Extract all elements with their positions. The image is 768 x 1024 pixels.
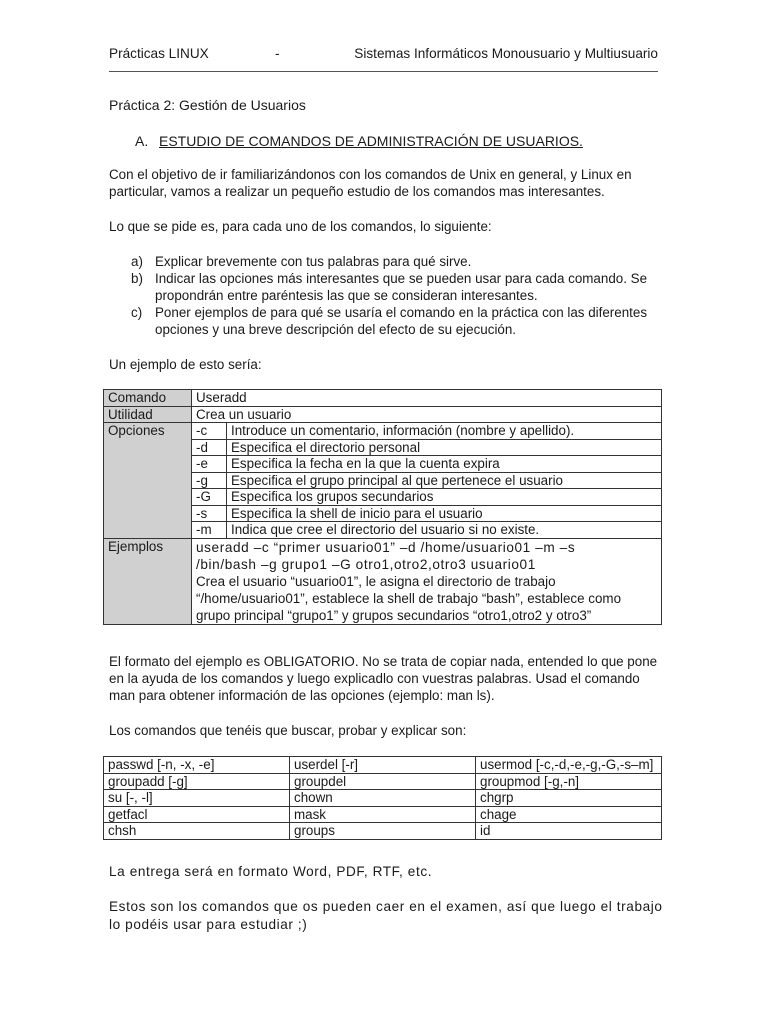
table-cell: mask (290, 806, 476, 823)
option-description: Indica que cree el directorio del usuario si no existe. (227, 522, 662, 539)
table-cell: su [-, -l] (104, 790, 290, 807)
option-description: Introduce un comentario, información (nombre y apellido). (227, 423, 662, 440)
exam-paragraph: Estos son los comandos que os pueden caer en el examen, así que luego el trabajo lo podéis usar para estudiar ;) (109, 899, 663, 932)
table-row (104, 790, 662, 807)
delivery-paragraph: La entrega será en formato Word, PDF, RTF, etc. (109, 864, 433, 879)
list-item-text: Indicar las opciones más interesantes que se pueden usar para cada comando. Se propondrán entre paréntesis las que se consideran interesantes. (155, 271, 648, 303)
table-row (104, 773, 662, 790)
table-cell: passwd [-n, -x, -e] (104, 757, 290, 774)
table-cell: groups (290, 823, 476, 840)
table-row (104, 823, 662, 840)
list-item (131, 304, 671, 338)
examples-label: Ejemplos (104, 538, 192, 624)
table-cell: chage (476, 806, 662, 823)
header-right-text: Sistemas Informáticos Monousuario y Multiusuario (354, 46, 658, 61)
utility-label: Utilidad (104, 406, 192, 423)
table-cell: usermod [-c,-d,-e,-g,-G,-s–m] (476, 757, 662, 774)
table-cell: chgrp (476, 790, 662, 807)
list-item-text: Explicar brevemente con tus palabras para qué sirve. (155, 254, 472, 269)
option-flag: -e (192, 456, 227, 473)
list-marker: b) (131, 271, 143, 286)
options-label: Opciones (104, 423, 192, 539)
table-cell: chsh (104, 823, 290, 840)
table-cell: id (476, 823, 662, 840)
example-description: Crea el usuario “usuario01”, le asigna el directorio de trabajo “/home/usuario01”, establece la shell de trabajo “bash”, establece como grupo principal “grupo1” y grupos secundarios “otro1,otro2 y otro3” (196, 573, 622, 623)
example-command-line-1: useradd –c “primer usuario01” –d /home/usuario01 –m –s (196, 539, 576, 555)
request-paragraph: Lo que se pide es, para cada uno de los comandos, lo siguiente: (109, 219, 492, 234)
intro-paragraph: Con el objetivo de ir familiarizándonos con los comandos de Unix en general, y Linux en particular, vamos a realizar un pequeño estudio de los comandos mas interesantes. (109, 167, 632, 199)
examples-cell (192, 538, 662, 624)
option-description: Especifica los grupos secundarios (227, 489, 662, 506)
example-command-table (103, 389, 662, 625)
list-item (131, 253, 671, 270)
option-flag: -s (192, 505, 227, 522)
table-row (104, 406, 662, 423)
utility-value: Crea un usuario (192, 406, 662, 423)
page-header (109, 46, 658, 66)
table-row (104, 390, 662, 407)
section-heading: ESTUDIO DE COMANDOS DE ADMINISTRACIÓN DE USUARIOS. (159, 133, 583, 149)
command-value: Useradd (192, 390, 662, 407)
table-row (104, 538, 662, 624)
command-label: Comando (104, 390, 192, 407)
table-row (104, 757, 662, 774)
commands-intro-paragraph: Los comandos que tenéis que buscar, probar y explicar son: (109, 723, 467, 738)
option-description: Especifica la shell de inicio para el usuario (227, 505, 662, 522)
practice-title: Práctica 2: Gestión de Usuarios (109, 97, 306, 113)
list-item-text: Poner ejemplos de para qué se usaría el comando en la práctica con las diferentes opciones y una breve descripción del efecto de su ejecución. (155, 305, 648, 337)
section-letter: A. (135, 133, 149, 149)
option-flag: -m (192, 522, 227, 539)
header-separator: - (275, 46, 280, 61)
section-title (135, 133, 583, 149)
option-description: Especifica el directorio personal (227, 439, 662, 456)
list-marker: c) (131, 305, 143, 320)
table-cell: groupmod [-g,-n] (476, 773, 662, 790)
option-flag: -g (192, 472, 227, 489)
option-description: Especifica la fecha en la que la cuenta expira (227, 456, 662, 473)
list-item (131, 270, 671, 304)
table-cell: getfacl (104, 806, 290, 823)
table-cell: userdel [-r] (290, 757, 476, 774)
example-intro-paragraph: Un ejemplo de esto sería: (109, 357, 262, 372)
table-cell: groupadd [-g] (104, 773, 290, 790)
option-flag: -d (192, 439, 227, 456)
table-row (104, 423, 662, 440)
example-command-line-2: /bin/bash –g grupo1 –G otro1,otro2,otro3 usuario01 (196, 556, 536, 572)
option-flag: -c (192, 423, 227, 440)
option-flag: -G (192, 489, 227, 506)
commands-table (103, 756, 662, 840)
header-left-text: Prácticas LINUX (109, 46, 209, 61)
option-description: Especifica el grupo principal al que pertenece el usuario (227, 472, 662, 489)
table-cell: chown (290, 790, 476, 807)
table-row (104, 806, 662, 823)
list-marker: a) (131, 254, 143, 269)
header-divider (109, 71, 658, 72)
format-paragraph: El formato del ejemplo es OBLIGATORIO. No se trata de copiar nada, entended lo que pone en la ayuda de los comandos y luego explicadlo con vuestras palabras. Usad el comando man para obtener información de las opciones (ejemplo: man ls). (109, 654, 658, 703)
requirements-list (131, 253, 671, 338)
table-cell: groupdel (290, 773, 476, 790)
